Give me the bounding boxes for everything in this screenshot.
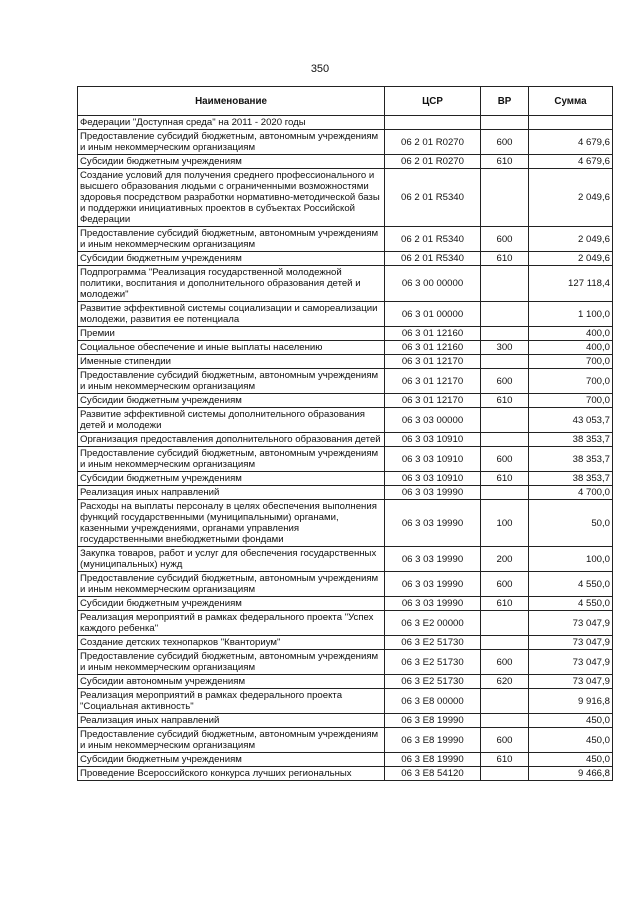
cell-vr: 600 — [481, 572, 529, 597]
budget-table — [77, 86, 613, 781]
cell-vr — [481, 355, 529, 369]
cell-csr: 06 2 01 R5340 — [385, 252, 481, 266]
cell-vr: 610 — [481, 155, 529, 169]
cell-name: Создание детских технопарков "Кванториум" — [78, 636, 385, 650]
cell-csr: 06 2 01 R5340 — [385, 169, 481, 227]
cell-csr: 06 3 03 19990 — [385, 486, 481, 500]
cell-vr: 610 — [481, 472, 529, 486]
cell-sum: 38 353,7 — [529, 433, 613, 447]
table-row — [78, 327, 613, 341]
cell-sum: 450,0 — [529, 728, 613, 753]
cell-sum: 9 916,8 — [529, 689, 613, 714]
cell-name: Закупка товаров, работ и услуг для обеспечения государственных (муниципальных) нужд — [78, 547, 385, 572]
cell-vr: 600 — [481, 728, 529, 753]
table-row — [78, 355, 613, 369]
cell-vr: 600 — [481, 650, 529, 675]
cell-name: Субсидии бюджетным учреждениям — [78, 597, 385, 611]
cell-csr: 06 3 03 10910 — [385, 472, 481, 486]
cell-csr: 06 3 E8 19990 — [385, 753, 481, 767]
cell-vr: 300 — [481, 341, 529, 355]
cell-name: Федерации "Доступная среда" на 2011 - 2020 годы — [78, 116, 385, 130]
cell-name: Премии — [78, 327, 385, 341]
cell-vr: 600 — [481, 130, 529, 155]
cell-name: Проведение Всероссийского конкурса лучших региональных — [78, 767, 385, 781]
cell-name: Именные стипендии — [78, 355, 385, 369]
cell-name: Субсидии автономным учреждениям — [78, 675, 385, 689]
cell-name: Предоставление субсидий бюджетным, автономным учреждениям и иным некоммерческим организациям — [78, 369, 385, 394]
table-row — [78, 169, 613, 227]
cell-csr: 06 3 01 12160 — [385, 341, 481, 355]
cell-name: Предоставление субсидий бюджетным, автономным учреждениям и иным некоммерческим организациям — [78, 650, 385, 675]
cell-sum: 400,0 — [529, 327, 613, 341]
cell-csr: 06 3 01 12170 — [385, 394, 481, 408]
cell-vr — [481, 714, 529, 728]
cell-name: Субсидии бюджетным учреждениям — [78, 252, 385, 266]
cell-name: Развитие эффективной системы социализации и самореализации молодежи, развития ее потенциала — [78, 302, 385, 327]
cell-name: Реализация мероприятий в рамках федерального проекта "Успех каждого ребенка" — [78, 611, 385, 636]
cell-sum: 450,0 — [529, 753, 613, 767]
table-row — [78, 500, 613, 547]
cell-sum: 4 679,6 — [529, 130, 613, 155]
cell-name: Подпрограмма "Реализация государственной молодежной политики, воспитания и дополнительного образования детей и молодежи" — [78, 266, 385, 302]
table-row — [78, 611, 613, 636]
table-row — [78, 572, 613, 597]
table-row — [78, 597, 613, 611]
cell-name: Реализация иных направлений — [78, 714, 385, 728]
cell-sum: 700,0 — [529, 355, 613, 369]
cell-sum: 400,0 — [529, 341, 613, 355]
header-vr: ВР — [481, 87, 529, 116]
table-row — [78, 394, 613, 408]
cell-vr: 610 — [481, 597, 529, 611]
cell-csr: 06 3 01 12170 — [385, 369, 481, 394]
cell-sum: 4 550,0 — [529, 572, 613, 597]
cell-vr: 610 — [481, 753, 529, 767]
cell-csr: 06 3 E2 51730 — [385, 650, 481, 675]
cell-csr — [385, 116, 481, 130]
cell-vr — [481, 266, 529, 302]
cell-sum: 700,0 — [529, 369, 613, 394]
cell-sum: 73 047,9 — [529, 650, 613, 675]
cell-csr: 06 2 01 R0270 — [385, 155, 481, 169]
cell-csr: 06 3 03 10910 — [385, 447, 481, 472]
cell-name: Организация предоставления дополнительного образования детей — [78, 433, 385, 447]
cell-sum: 700,0 — [529, 394, 613, 408]
table-row — [78, 636, 613, 650]
cell-name: Субсидии бюджетным учреждениям — [78, 753, 385, 767]
cell-csr: 06 3 03 19990 — [385, 572, 481, 597]
table-row — [78, 341, 613, 355]
table-row — [78, 302, 613, 327]
cell-name: Субсидии бюджетным учреждениям — [78, 394, 385, 408]
table-row — [78, 447, 613, 472]
page-number: 350 — [310, 63, 330, 75]
cell-name: Предоставление субсидий бюджетным, автономным учреждениям и иным некоммерческим организациям — [78, 227, 385, 252]
cell-sum — [529, 116, 613, 130]
cell-csr: 06 3 03 19990 — [385, 597, 481, 611]
cell-vr: 200 — [481, 547, 529, 572]
cell-csr: 06 3 E8 54120 — [385, 767, 481, 781]
cell-csr: 06 3 00 00000 — [385, 266, 481, 302]
cell-sum: 73 047,9 — [529, 675, 613, 689]
table-row — [78, 227, 613, 252]
table-row — [78, 116, 613, 130]
cell-vr: 600 — [481, 447, 529, 472]
cell-sum: 450,0 — [529, 714, 613, 728]
table-row — [78, 689, 613, 714]
cell-name: Субсидии бюджетным учреждениям — [78, 155, 385, 169]
cell-csr: 06 3 03 19990 — [385, 500, 481, 547]
cell-vr — [481, 611, 529, 636]
cell-sum: 4 679,6 — [529, 155, 613, 169]
cell-sum: 43 053,7 — [529, 408, 613, 433]
cell-vr — [481, 433, 529, 447]
cell-name: Реализация мероприятий в рамках федерального проекта "Социальная активность" — [78, 689, 385, 714]
cell-name: Реализация иных направлений — [78, 486, 385, 500]
cell-csr: 06 3 03 19990 — [385, 547, 481, 572]
cell-vr: 600 — [481, 227, 529, 252]
cell-vr: 610 — [481, 252, 529, 266]
header-name: Наименование — [78, 87, 385, 116]
cell-csr: 06 2 01 R0270 — [385, 130, 481, 155]
cell-sum: 73 047,9 — [529, 636, 613, 650]
cell-csr: 06 3 03 00000 — [385, 408, 481, 433]
cell-csr: 06 3 E8 19990 — [385, 714, 481, 728]
cell-vr — [481, 408, 529, 433]
cell-csr: 06 2 01 R5340 — [385, 227, 481, 252]
cell-vr: 600 — [481, 369, 529, 394]
cell-sum: 1 100,0 — [529, 302, 613, 327]
table-row — [78, 675, 613, 689]
cell-vr — [481, 689, 529, 714]
table-row — [78, 714, 613, 728]
cell-vr — [481, 767, 529, 781]
cell-csr: 06 3 01 12160 — [385, 327, 481, 341]
table-row — [78, 155, 613, 169]
cell-name: Расходы на выплаты персоналу в целях обеспечения выполнения функций государственными (муниципальными) органами, казенными учреждениями, органами управления государственными внебюджетными фондами — [78, 500, 385, 547]
cell-vr — [481, 169, 529, 227]
cell-vr: 620 — [481, 675, 529, 689]
cell-csr: 06 3 E2 00000 — [385, 611, 481, 636]
cell-sum: 2 049,6 — [529, 227, 613, 252]
cell-vr — [481, 116, 529, 130]
table-header-row — [78, 87, 613, 116]
cell-sum: 4 550,0 — [529, 597, 613, 611]
cell-sum: 127 118,4 — [529, 266, 613, 302]
cell-name: Предоставление субсидий бюджетным, автономным учреждениям и иным некоммерческим организациям — [78, 447, 385, 472]
cell-sum: 4 700,0 — [529, 486, 613, 500]
cell-csr: 06 3 01 00000 — [385, 302, 481, 327]
table-row — [78, 650, 613, 675]
cell-name: Предоставление субсидий бюджетным, автономным учреждениям и иным некоммерческим организациям — [78, 728, 385, 753]
table-row — [78, 547, 613, 572]
cell-csr: 06 3 E8 00000 — [385, 689, 481, 714]
cell-csr: 06 3 E8 19990 — [385, 728, 481, 753]
cell-name: Социальное обеспечение и иные выплаты населению — [78, 341, 385, 355]
table-row — [78, 130, 613, 155]
table-row — [78, 728, 613, 753]
header-csr: ЦСР — [385, 87, 481, 116]
table-row — [78, 486, 613, 500]
cell-csr: 06 3 E2 51730 — [385, 675, 481, 689]
cell-name: Предоставление субсидий бюджетным, автономным учреждениям и иным некоммерческим организациям — [78, 130, 385, 155]
cell-sum: 9 466,8 — [529, 767, 613, 781]
table-row — [78, 433, 613, 447]
cell-sum: 100,0 — [529, 547, 613, 572]
cell-name: Развитие эффективной системы дополнительного образования детей и молодежи — [78, 408, 385, 433]
cell-csr: 06 3 E2 51730 — [385, 636, 481, 650]
cell-vr: 100 — [481, 500, 529, 547]
cell-csr: 06 3 01 12170 — [385, 355, 481, 369]
table-row — [78, 266, 613, 302]
cell-name: Субсидии бюджетным учреждениям — [78, 472, 385, 486]
table-row — [78, 369, 613, 394]
cell-vr — [481, 327, 529, 341]
cell-sum: 73 047,9 — [529, 611, 613, 636]
cell-vr — [481, 636, 529, 650]
cell-csr: 06 3 03 10910 — [385, 433, 481, 447]
table-row — [78, 408, 613, 433]
cell-sum: 38 353,7 — [529, 447, 613, 472]
table-row — [78, 472, 613, 486]
table-body — [78, 116, 613, 781]
table-row — [78, 252, 613, 266]
header-sum: Сумма — [529, 87, 613, 116]
cell-vr — [481, 486, 529, 500]
cell-vr: 610 — [481, 394, 529, 408]
table-row — [78, 767, 613, 781]
cell-sum: 2 049,6 — [529, 252, 613, 266]
table-row — [78, 753, 613, 767]
cell-name: Создание условий для получения среднего профессионального и высшего образования людьми с ограниченными возможностями здоровья посредством разработки нормативно-методической базы и поддержки инициативных проектов в субъектах Российской Федерации — [78, 169, 385, 227]
cell-sum: 2 049,6 — [529, 169, 613, 227]
cell-sum: 38 353,7 — [529, 472, 613, 486]
cell-sum: 50,0 — [529, 500, 613, 547]
cell-vr — [481, 302, 529, 327]
cell-name: Предоставление субсидий бюджетным, автономным учреждениям и иным некоммерческим организациям — [78, 572, 385, 597]
